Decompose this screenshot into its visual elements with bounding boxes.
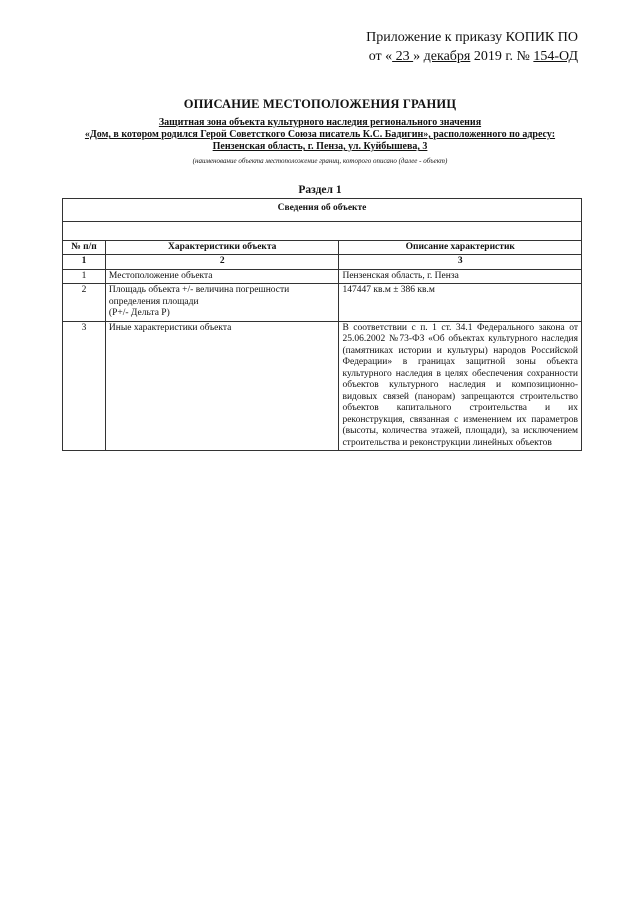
- subtitle-note: (наименование объекта местоположение границ, которого описано (далее - объект): [192, 157, 448, 165]
- table-empty-row: [63, 221, 582, 240]
- row-desc: 147447 кв.м ± 386 кв.м: [339, 284, 582, 322]
- annex-sep: »: [413, 49, 424, 64]
- col-num-3: 3: [339, 255, 582, 270]
- table-empty-cell: [63, 221, 582, 240]
- row-desc: В соответствии с п. 1 ст. 34.1 Федерального закона от 25.06.2002 №73-ФЗ «Об объектах культурного наследия (памятниках истории и культуры) народов Российской Федерации» в границах защитной зоны объекта культурного наследия в целях обеспечения сохранности объектов культурного наследия и композиционно-видовых связей (панорам) запрещаются строительство объектов капитального строительства и их реконструкция, связанная с изменением их параметров (высоты, количества этажей, площади), за исключением строительства и реконструкции линейных объектов: [339, 321, 582, 451]
- row-no: 2: [63, 284, 106, 322]
- row-char: Площадь объекта +/- величина погрешности определения площади: [108, 285, 290, 307]
- table-column-headers: [63, 240, 582, 255]
- table-header-row: [63, 199, 582, 222]
- subtitle-line3: Пензенская область, г. Пенза, ул. Куйбышева, 3: [212, 141, 428, 152]
- subtitle-line2: «Дом, в котором родился Герой Советсткого Союза писатель К.С. Бадигин», расположенного по адресу:: [84, 129, 556, 140]
- col-num-2: 2: [105, 255, 339, 270]
- table-row: [63, 284, 582, 322]
- page-title: ОПИСАНИЕ МЕСТОПОЛОЖЕНИЯ ГРАНИЦ: [183, 97, 457, 111]
- table-column-numbers: [63, 255, 582, 270]
- annex-month: декабря: [423, 49, 471, 64]
- col-num-1: 1: [63, 255, 106, 270]
- col-header-desc: Описание характеристик: [339, 240, 582, 255]
- table-row: [63, 269, 582, 284]
- row-no: 1: [63, 269, 106, 284]
- row-char-cell: [105, 284, 339, 322]
- row-no: 3: [63, 321, 106, 451]
- col-header-no: № п/п: [63, 240, 106, 255]
- annex-year: 2019 г. №: [470, 49, 534, 64]
- annex-number: 154-ОД: [533, 49, 578, 64]
- subtitle-line1: Защитная зона объекта культурного наследия регионального значения: [158, 117, 482, 128]
- table-row: [63, 321, 582, 451]
- section-title: Раздел 1: [298, 184, 342, 196]
- table-header: Сведения об объекте: [63, 199, 582, 222]
- annex-prefix: от «: [368, 49, 393, 64]
- row-char: Местоположение объекта: [105, 269, 339, 284]
- annex-line1: Приложение к приказу КОПИК ПО: [366, 30, 578, 45]
- row-desc: Пензенская область, г. Пенза: [339, 269, 582, 284]
- object-subtitle: [30, 117, 610, 153]
- annex-day: 23: [392, 49, 414, 64]
- annex-line2: [366, 47, 578, 66]
- annex-header: [366, 28, 578, 66]
- col-header-char: Характеристики объекта: [105, 240, 339, 255]
- row-char-formula: (Р+/- Дельта Р): [108, 308, 170, 318]
- object-info-table: [62, 198, 582, 451]
- row-char: Иные характеристики объекта: [105, 321, 339, 451]
